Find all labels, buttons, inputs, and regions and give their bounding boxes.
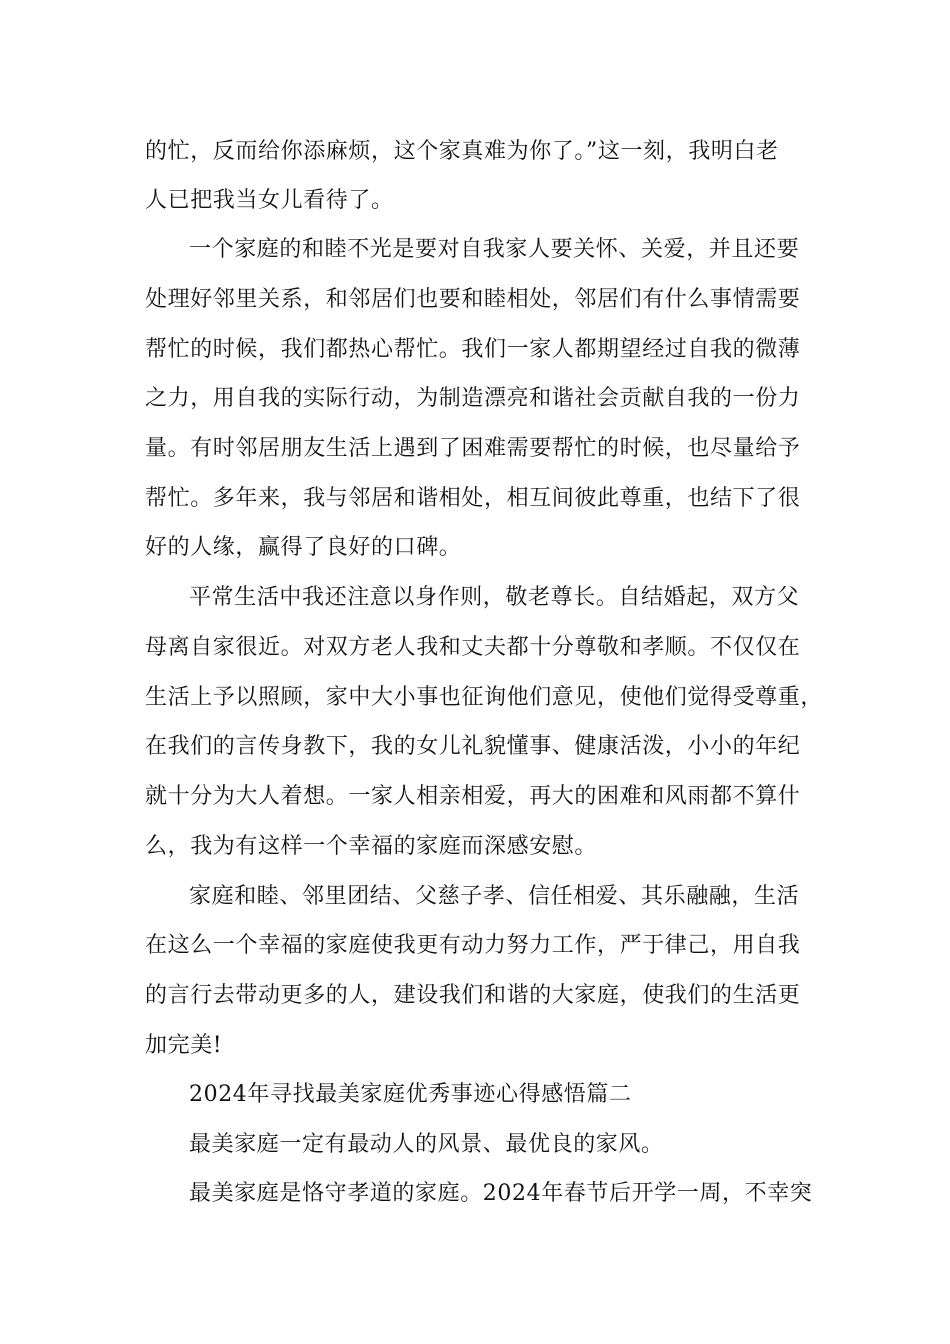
text-line-12: 生活上予以照顾，家中大小事也征询他们意见，使他们觉得受尊重， — [145, 685, 824, 710]
text-line-22: 最美家庭是恪守孝道的家庭。2024年春节后开学一周，不幸突 — [189, 1181, 813, 1206]
text-line-1: 的忙，反而给你添麻烦，这个家真难为你了。”这一刻，我明白老 — [145, 139, 779, 164]
section-heading: 2024年寻找最美家庭优秀事迹心得感悟篇二 — [189, 1082, 632, 1107]
text-line-14: 就十分为大人着想。一家人相亲相爱，再大的困难和风雨都不算什 — [145, 784, 801, 809]
text-line-6: 之力，用自我的实际行动，为制造漂亮和谐社会贡献自我的一份力 — [145, 386, 801, 411]
text-line-17: 在这么一个幸福的家庭使我更有动力努力工作，严于律己，用自我 — [145, 933, 801, 958]
text-line-4: 处理好邻里关系，和邻居们也要和睦相处，邻居们有什么事情需要 — [145, 287, 801, 312]
text-line-21: 最美家庭一定有最动人的风景、最优良的家风。 — [189, 1132, 664, 1157]
text-line-18: 的言行去带动更多的人，建设我们和谐的大家庭，使我们的生活更 — [145, 983, 801, 1008]
text-line-5: 帮忙的时候，我们都热心帮忙。我们一家人都期望经过自我的微薄 — [145, 337, 801, 362]
text-line-16: 家庭和睦、邻里团结、父慈子孝、信任相爱、其乐融融，生活 — [189, 884, 800, 909]
text-line-15: 么，我为有这样一个幸福的家庭而深感安慰。 — [145, 834, 598, 859]
text-line-10: 平常生活中我还注意以身作则，敬老尊长。自结婚起，双方父 — [189, 585, 800, 610]
text-line-3: 一个家庭的和睦不光是要对自我家人要关怀、关爱，并且还要 — [189, 237, 800, 262]
text-line-19: 加完美! — [145, 1033, 223, 1058]
text-line-13: 在我们的言传身教下，我的女儿礼貌懂事、健康活泼，小小的年纪 — [145, 734, 801, 759]
text-line-9: 好的人缘，赢得了良好的口碑。 — [145, 535, 462, 560]
text-line-8: 帮忙。多年来，我与邻居和谐相处，相互间彼此尊重，也结下了很 — [145, 486, 801, 511]
text-line-11: 母离自家很近。对双方老人我和丈夫都十分尊敬和孝顺。不仅仅在 — [145, 635, 801, 660]
text-line-2: 人已把我当女儿看待了。 — [145, 188, 394, 213]
text-line-7: 量。有时邻居朋友生活上遇到了困难需要帮忙的时候，也尽量给予 — [145, 436, 801, 461]
